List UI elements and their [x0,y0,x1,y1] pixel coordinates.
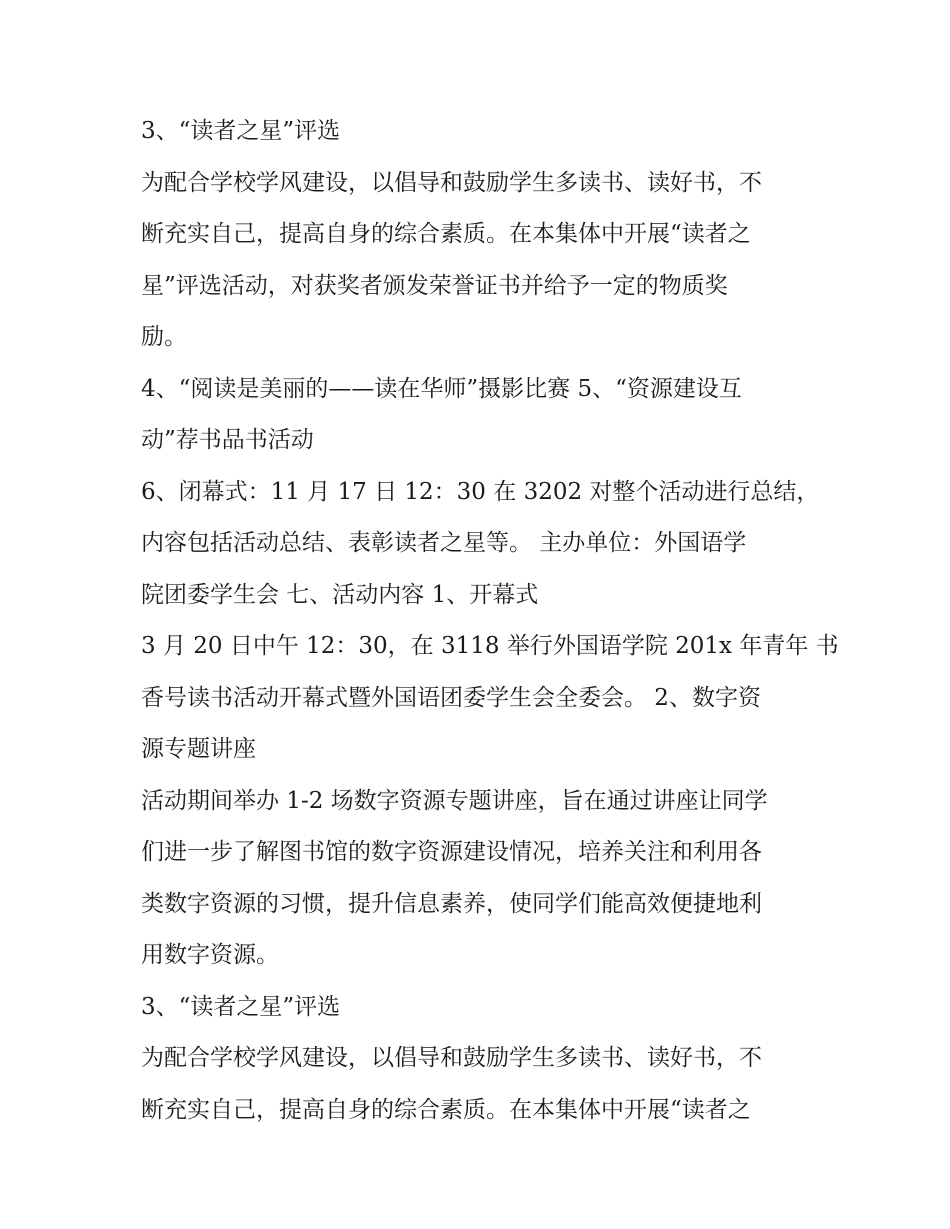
text-line: 6、闭幕式：11 月 17 日 12：30 在 3202 对整个活动进行总结， [141,478,820,505]
text-line: 4、“阅读是美丽的——读在华师”摄影比赛 5、“资源建设互 [141,375,742,402]
text-line: 院团委学生会 七、活动内容 1、开幕式 [141,581,539,608]
text-line: 断充实自己，提高自身的综合素质。在本集体中开展“读者之 [141,221,751,247]
text-line: 星”评选活动，对获奖者颁发荣誉证书并给予一定的物质奖 [141,272,728,299]
text-line: 断充实自己，提高自身的综合素质。在本集体中开展“读者之 [141,1096,751,1123]
text-line: 源专题讲座 [141,736,256,762]
text-line: 3、“读者之星”评选 [141,118,341,144]
text-line: 为配合学校学风建设，以倡导和鼓励学生多读书、读好书，不 [141,169,762,196]
text-line: 内容包括活动总结、表彰读者之星等。 主办单位：外国语学 [141,530,747,556]
text-line: 活动期间举办 1-2 场数字资源专题讲座，旨在通过讲座让同学 [141,787,768,814]
text-line: 动”荐书品书活动 [141,427,314,453]
text-line: 用数字资源。 [141,942,279,968]
text-line: 香号读书活动开幕式暨外国语团委学生会全委会。 2、数字资 [141,684,761,711]
text-line: 们进一步了解图书馆的数字资源建设情况，培养关注和利用各 [141,839,762,865]
text-line: 为配合学校学风建设，以倡导和鼓励学生多读书、读好书，不 [141,1045,762,1071]
text-line: 3、“读者之星”评选 [141,993,341,1020]
text-line: 类数字资源的习惯，提升信息素养，使同学们能高效便捷地利 [141,890,762,917]
document-body [141,106,839,1136]
text-line: 励。 [141,324,187,350]
text-line: 3 月 20 日中午 12：30，在 3118 举行外国语学院 201x 年青年 书 [141,633,839,659]
